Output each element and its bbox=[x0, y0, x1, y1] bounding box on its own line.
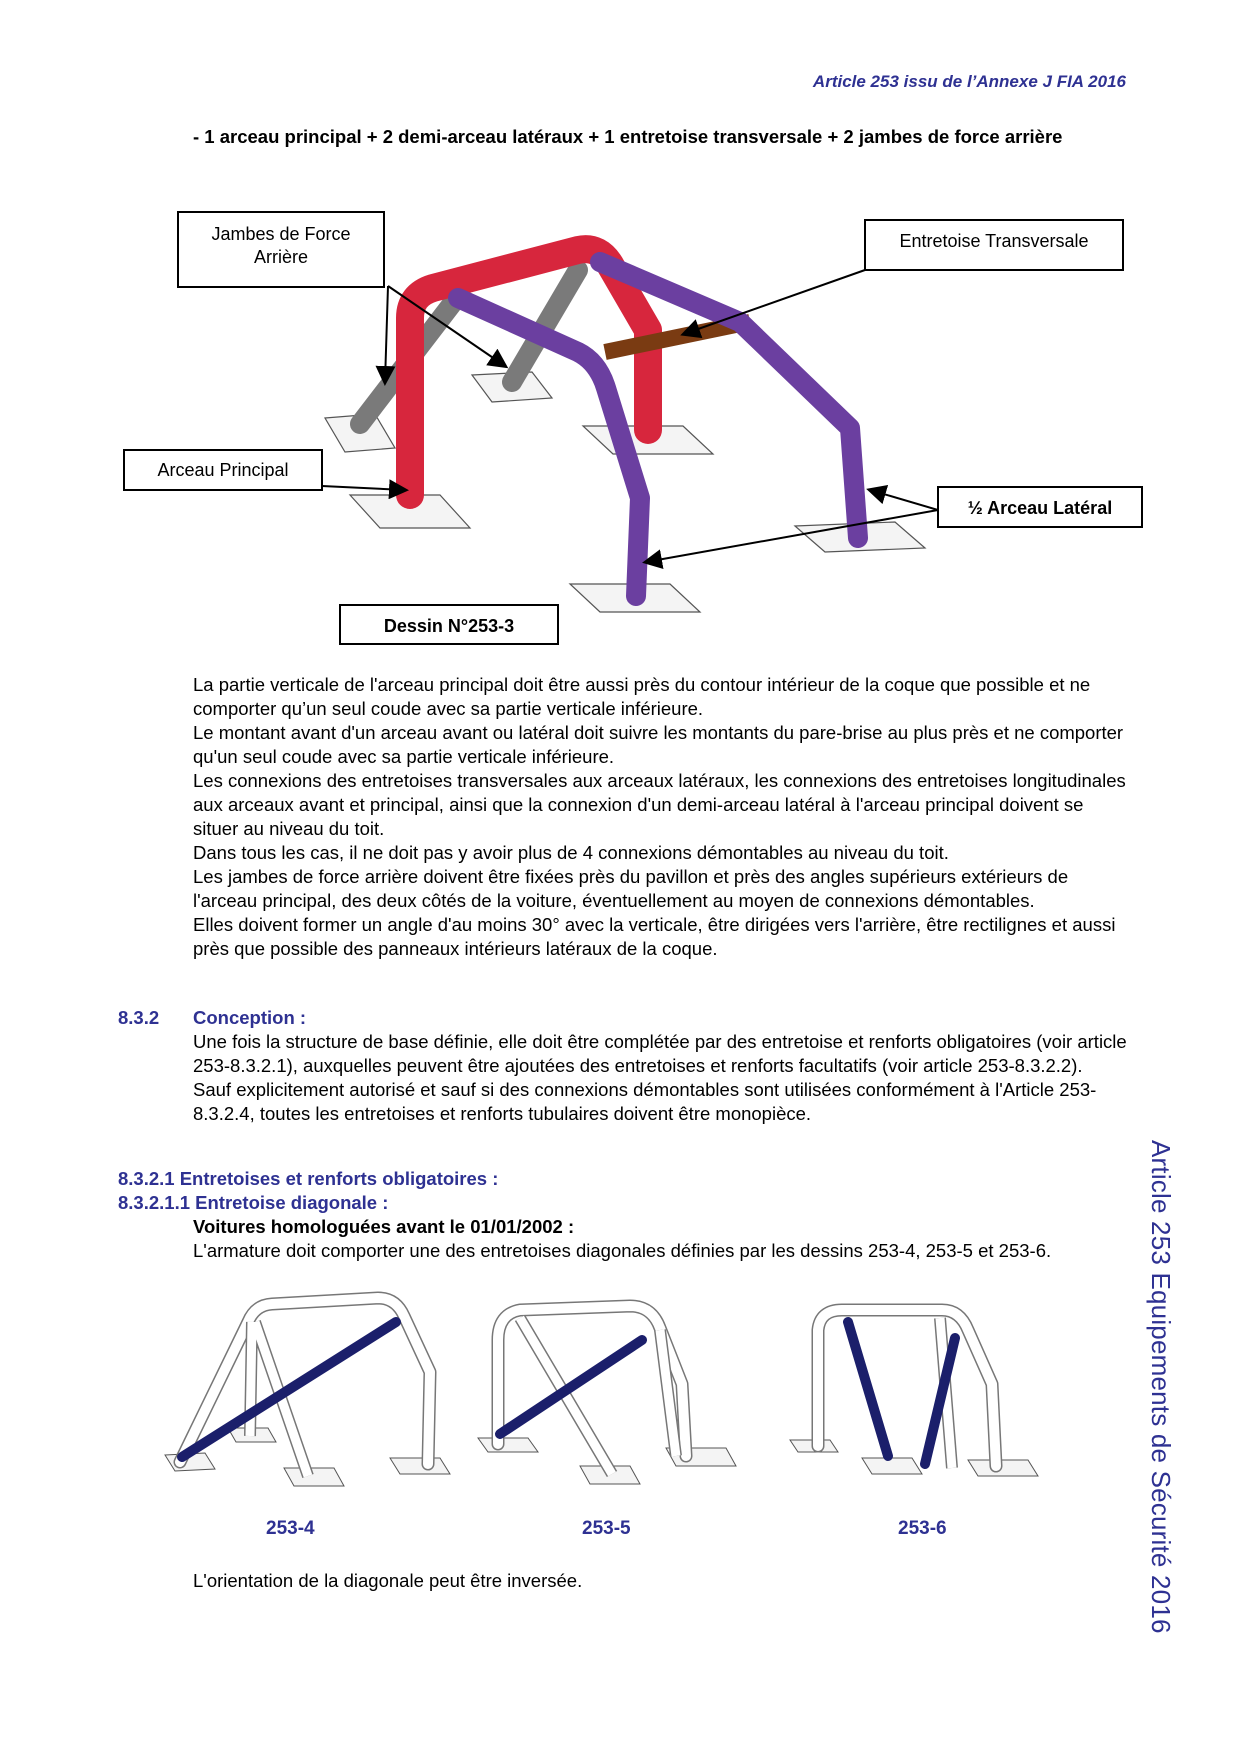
subsubsection-heading: 8.3.2.1.1 Entretoise diagonale : bbox=[118, 1192, 389, 1213]
paragraph: Une fois la structure de base définie, elle doit être complétée par des entretoise et renforts obligatoires (voir article 253-8.3.2.1), auxquelles peuvent être ajoutées des entretoises et renforts facultatifs (voir article 253-8.3.2.2). bbox=[193, 1031, 1127, 1076]
section-body bbox=[193, 1030, 1128, 1126]
caption-253-4: 253-4 bbox=[266, 1518, 315, 1539]
drawing-253-6 bbox=[790, 1310, 1038, 1476]
paragraph: Les connexions des entretoises transversales aux arceaux latéraux, les connexions des entretoises longitudinales aux arceaux avant et principal, ainsi que la connexion d'un demi-arceau latéral à l'arceau principal doivent se situer au niveau du toit. bbox=[193, 770, 1126, 839]
label-jambes-2: Arrière bbox=[253, 247, 309, 267]
label-jambes-1: Jambes de Force bbox=[211, 224, 351, 244]
paragraph: La partie verticale de l'arceau principal doit être aussi près du contour intérieur de la coque que possible et ne comporter qu’un seul coude avec sa partie verticale inférieure. bbox=[193, 674, 1091, 719]
paragraph: Dans tous les cas, il ne doit pas y avoir plus de 4 connexions démontables au niveau du toit. bbox=[193, 842, 949, 863]
caption-253-5: 253-5 bbox=[582, 1518, 631, 1539]
diagonal-bar bbox=[500, 1340, 642, 1434]
page-header: Article 253 issu de l’Annexe J FIA 2016 bbox=[812, 72, 1126, 91]
subsection-heading: 8.3.2.1 Entretoises et renforts obligatoires : bbox=[118, 1168, 499, 1189]
section-number: 8.3.2 bbox=[118, 1007, 160, 1028]
label-entretoise: Entretoise Transversale bbox=[899, 231, 1089, 251]
label-dessin: Dessin N°253-3 bbox=[383, 616, 515, 636]
drawing-253-5 bbox=[478, 1306, 736, 1484]
sidebar-title: Article 253 Equipements de Sécurité 2016 bbox=[1146, 1140, 1176, 1634]
paragraph: Elles doivent former un angle d'au moins 30° avec la verticale, être dirigées vers l'arrière, être rectilignes et aussi près que possible des panneaux intérieurs latéraux de la coque. bbox=[193, 914, 1116, 959]
voitures-heading: Voitures homologuées avant le 01/01/2002 : bbox=[193, 1216, 575, 1237]
orientation-note: L'orientation de la diagonale peut être inversée. bbox=[193, 1570, 583, 1591]
paragraph: Sauf explicitement autorisé et sauf si des connexions démontables sont utilisées conformément à l'Article 253-8.3.2.4, toutes les entretoises et renforts tubulaires doivent être monopièce. bbox=[193, 1079, 1097, 1124]
paragraph: Les jambes de force arrière doivent être fixées près du pavillon et près des angles supérieurs extérieurs de l'arceau principal, des deux côtés de la voiture, éventuellement au moyen de connexions démontables. bbox=[193, 866, 1069, 911]
diagonal-bar-left bbox=[848, 1322, 888, 1456]
body-paragraphs bbox=[193, 673, 1128, 961]
label-arceau-principal: Arceau Principal bbox=[157, 460, 289, 480]
label-demi-arceau: ½ Arceau Latéral bbox=[967, 498, 1113, 518]
armature-text bbox=[193, 1239, 1128, 1263]
section-title: Conception : bbox=[193, 1007, 307, 1028]
caption-253-6: 253-6 bbox=[898, 1518, 947, 1539]
paragraph: Le montant avant d'un arceau avant ou latéral doit suivre les montants du pare-brise au plus près et ne comporter qu'un seul coude avec sa partie verticale inférieure. bbox=[193, 722, 1124, 767]
drawing-253-4 bbox=[165, 1298, 450, 1486]
paragraph: L'armature doit comporter une des entretoises diagonales définies par les dessins 253-4, 253-5 et 253-6. bbox=[193, 1240, 1052, 1261]
intro-line: - 1 arceau principal + 2 demi-arceau latéraux + 1 entretoise transversale + 2 jambes de force arrière bbox=[193, 126, 1063, 147]
